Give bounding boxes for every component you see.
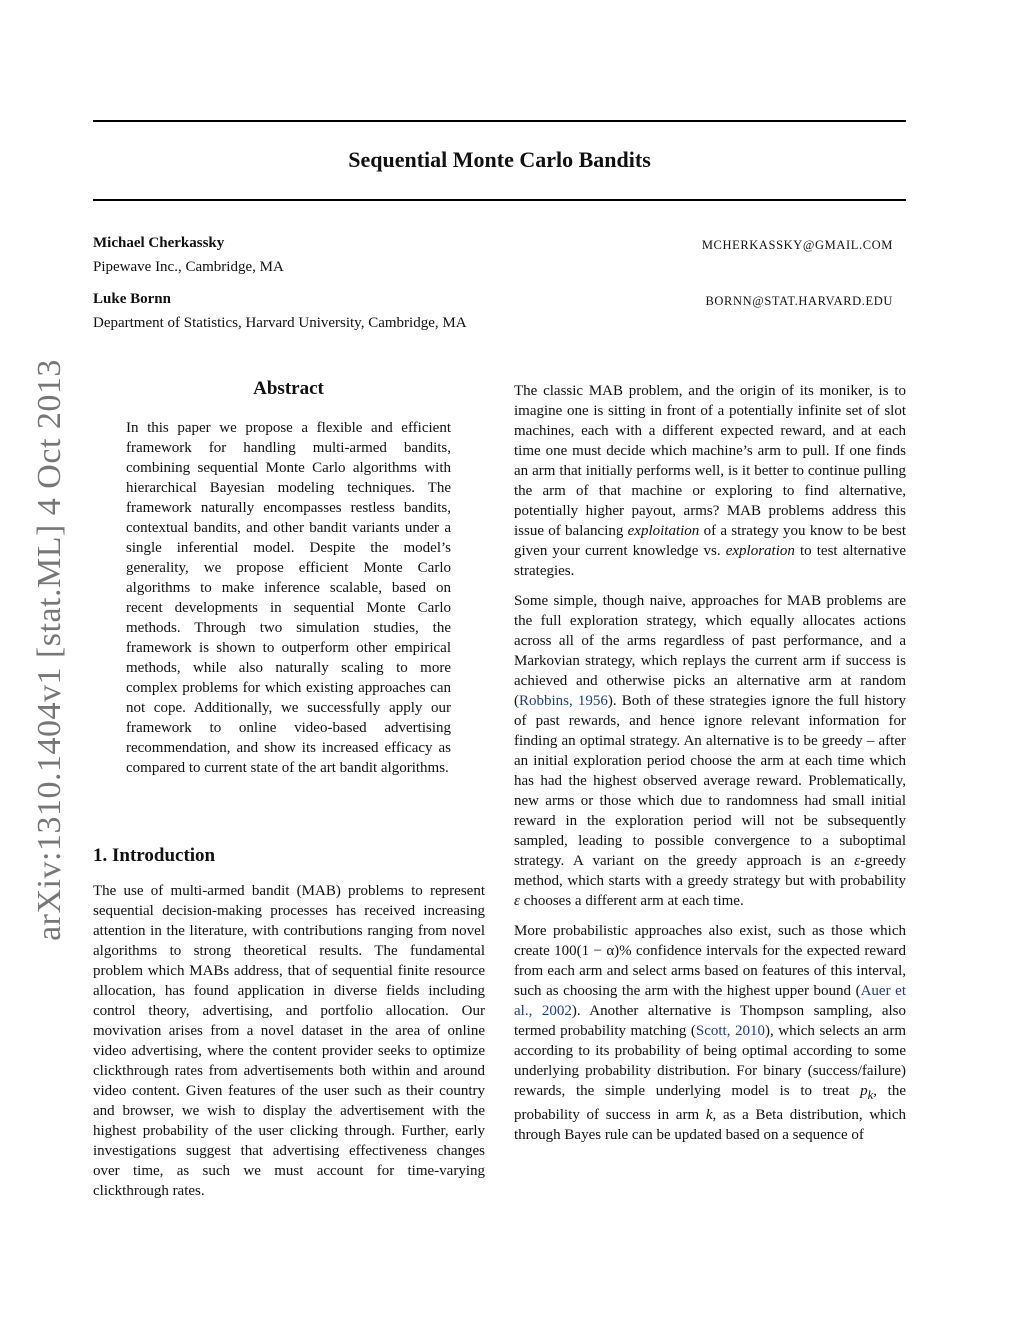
- math-epsilon: ε: [854, 853, 861, 869]
- paragraph: Some simple, though naive, approaches for MAB problems are the full exploration strategy, which equally allocates actions across all of the arms regardless of past performance, and a Markovian strategy, which replays the current arm if success is achieved and otherwise picks an alternative arm at random (Robbins, 1956). Both of these strategies ignore the full history of past rewards, and hence ignore relevant information for finding an optimal strategy. An alternative is to be greedy – after an initial exploration period choose the arm at each time which has had the highest observed average reward. Problematically, new arms or those which due to randomness had small initial reward in the exploration period will not be subsequently sampled, leading to possible convergence to a suboptimal strategy. A variant on the greedy approach is an ε-greedy method, which starts with a greedy strategy but with probability ε chooses a different arm at each time.: [514, 593, 906, 909]
- paper-title: Sequential Monte Carlo Bandits: [348, 147, 651, 172]
- math-confidence: 100(1 − α)%: [554, 943, 632, 959]
- math-p: p: [860, 1083, 868, 1099]
- bottom-rule: [93, 199, 906, 201]
- author-affiliation: Pipewave Inc., Cambridge, MA: [93, 259, 284, 275]
- citation-link[interactable]: Scott, 2010: [695, 1023, 765, 1039]
- citation-link[interactable]: Robbins, 1956: [519, 693, 608, 709]
- arxiv-stamp: arXiv:1310.1404v1 [stat.ML] 4 Oct 2013: [31, 359, 68, 941]
- author-email: BORNN@STAT.HARVARD.EDU: [705, 294, 893, 308]
- math-k-subscript: k: [867, 1088, 874, 1102]
- intro-column: [93, 881, 485, 1211]
- emphasis: exploration: [725, 543, 795, 559]
- paragraph: More probabilistic approaches also exist, such as those which create 100(1 − α)% confidence intervals for the expected reward from each arm and select arms based on features of this interval, such as choosing the arm with the highest upper bound (Auer et al., 2002). Another alternative is Thompson sampling, also termed probability matching (Scott, 2010), which selects an arm according to its probability of being optimal according to some underlying probability distribution. For binary (success/failure) rewards, the simple underlying model is to treat $p_k$, the probability of success in arm k, as a Beta distribution, which through Bayes rule can be updated based on a sequence of: [514, 923, 906, 1143]
- author-name: Michael Cherkassky: [93, 235, 225, 251]
- emphasis: exploitation: [627, 523, 700, 539]
- paragraph: The classic MAB problem, and the origin of its moniker, is to imagine one is sitting in front of a potentially infinite set of slot machines, each with a different expected reward, and at each time one must decide which machine’s arm to pull. If one finds an arm that initially performs well, is it better to continue pulling the arm of that machine or exploring to find alternative, potentially higher payout, arms? MAB problems address this issue of balancing exploitation of a strategy you know to be best given your current knowledge vs. exploration to test alternative strategies.: [514, 383, 907, 579]
- citation-link[interactable]: Auer et al., 2002: [514, 983, 906, 1019]
- author-name: Luke Bornn: [93, 291, 171, 307]
- section-heading: 1. Introduction: [93, 845, 216, 866]
- math-epsilon: ε: [514, 893, 520, 909]
- author-affiliation: Department of Statistics, Harvard University, Cambridge, MA: [93, 315, 467, 331]
- abstract-text: In this paper we propose a flexible and efficient framework for handling multi-armed bandits, combining sequential Monte Carlo algorithms with hierarchical Bayesian modeling techniques. The framework naturally encompasses restless bandits, contextual bandits, and other bandit variants under a single inferential model. Despite the model’s generality, we propose efficient Monte Carlo algorithms to make inference scalable, based on recent developments in sequential Monte Carlo methods. Through two simulation studies, the framework is shown to outperform other empirical methods, while also naturally scaling to more complex problems for which existing approaches can not cope. Additionally, we successfully apply our framework to online video-based advertising recommendation, and show its increased efficacy as compared to current state of the art bandit algorithms.: [126, 420, 451, 776]
- author-email: MCHERKASSKY@GMAIL.COM: [701, 238, 893, 252]
- abstract-heading: Abstract: [253, 378, 324, 399]
- math-k: k: [705, 1107, 713, 1123]
- top-rule: [93, 120, 906, 122]
- right-column: [514, 381, 906, 1155]
- paragraph: The use of multi-armed bandit (MAB) problems to represent sequential decision-making processes has received increasing attention in the literature, with contributions ranging from novel algorithms to strong theoretical results. The fundamental problem which MABs address, that of sequential finite resource allocation, has found application in diverse fields including control theory, advertising, and portfolio allocation. Our movivation arises from a novel dataset in the area of online video advertising, where the content provider seeks to optimize clickthrough rates from advertisements both within and around video content. Given features of the user such as their country and browser, we wish to display the advertisement with the highest probability of the user clicking through. Further, early investigations suggest that advertising effectiveness changes over time, as such we must account for time-varying clickthrough rates.: [93, 883, 485, 1199]
